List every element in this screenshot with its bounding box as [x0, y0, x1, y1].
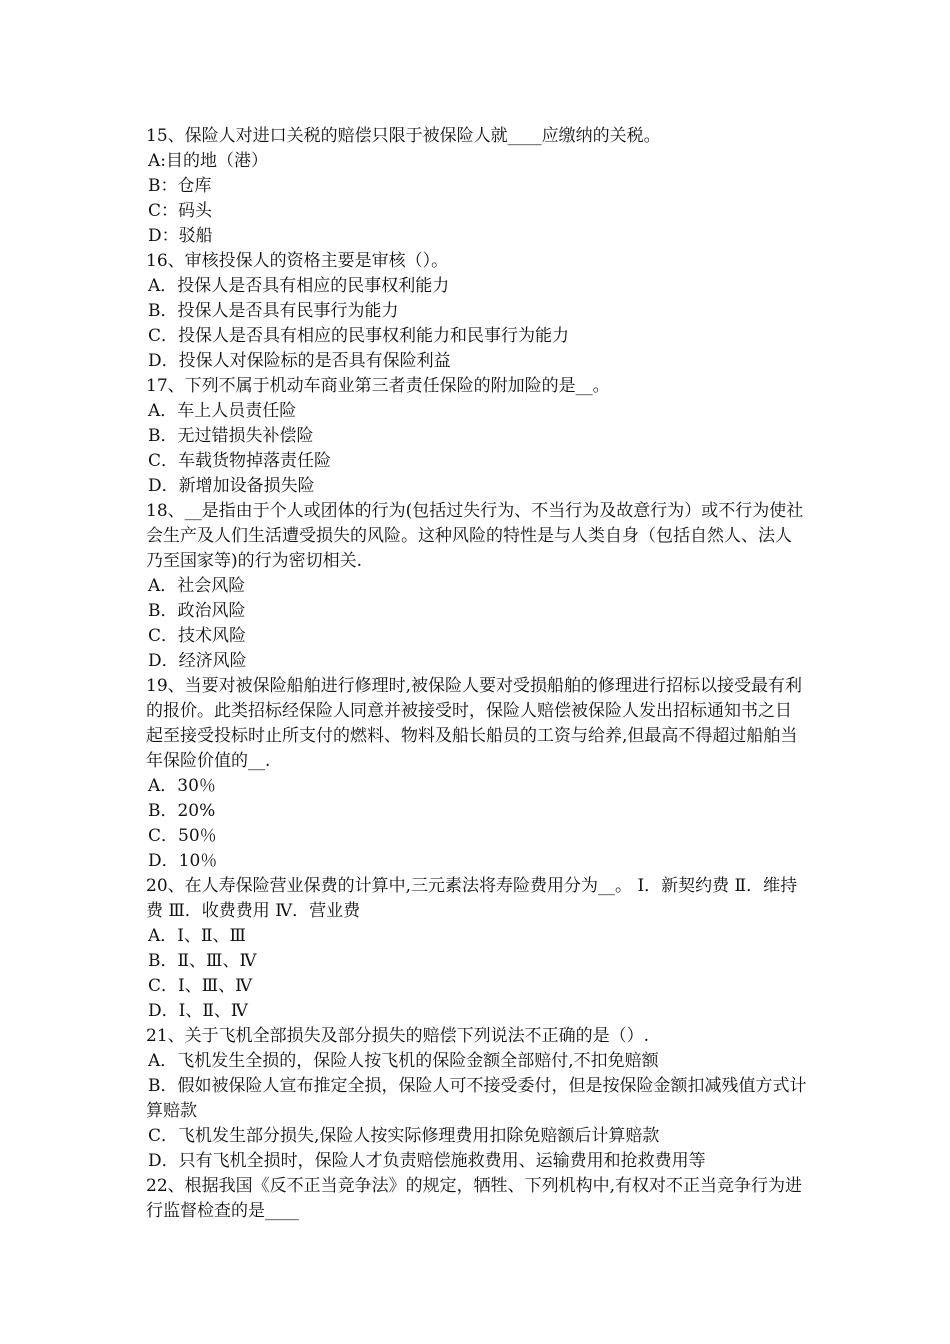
question-21	[146, 1024, 808, 1174]
option-d: D．10％	[148, 851, 218, 871]
option-a: A:目的地（港）	[148, 151, 269, 171]
question-18	[146, 499, 808, 674]
option-c: C．50％	[148, 826, 217, 846]
question-stem: 16、审核投保人的资格主要是审核（）。	[146, 251, 449, 271]
option-d: D．新增加设备损失险	[148, 476, 315, 496]
option-a: A．30％	[148, 776, 216, 796]
question-stem: 22、根据我国《反不正当竞争法》的规定，牺牲、下列机构中,有权对不正当竞争行为进行监督检查的是____	[146, 1176, 803, 1221]
question-stem: 18、__是指由于个人或团体的行为(包括过失行为、不当行为及故意行为）或不行为使社会生产及人们生活遭受损失的风险。这种风险的特性是与人类自身（包括自然人、法人乃至国家等)的行为密切相关.	[146, 501, 804, 571]
option-d: D．经济风险	[148, 651, 247, 671]
question-16	[146, 249, 808, 374]
option-b: B．Ⅱ、Ⅲ、Ⅳ	[148, 951, 257, 971]
option-b: B．20%	[148, 801, 216, 821]
option-b: B．投保人是否具有民事行为能力	[148, 301, 399, 321]
option-a: A．Ⅰ、Ⅱ、Ⅲ	[148, 926, 246, 946]
question-stem: 20、在人寿保险营业保费的计算中,三元素法将寿险费用分为__。 Ⅰ．新契约费 Ⅱ．维持费 Ⅲ．收费费用 Ⅳ．营业费	[146, 876, 798, 921]
option-c: C．车载货物掉落责任险	[148, 451, 332, 471]
question-15	[146, 124, 808, 249]
question-stem: 15、保险人对进口关税的赔偿只限于被保险人就____应缴纳的关税。	[146, 126, 661, 146]
option-b: B．假如被保险人宣布推定全损，保险人可不接受委付，但是按保险金额扣减残值方式计算赔款	[146, 1076, 807, 1121]
question-stem: 17、下列不属于机动车商业第三者责任保险的附加险的是__。	[146, 376, 610, 396]
question-19	[146, 674, 808, 874]
option-a: A．投保人是否具有相应的民事权利能力	[148, 276, 450, 296]
option-d: D．投保人对保险标的是否具有保险利益	[148, 351, 451, 371]
option-d: D．Ⅰ、Ⅱ、Ⅳ	[148, 1001, 248, 1021]
option-b: B：仓库	[148, 176, 212, 196]
question-stem: 21、关于飞机全部损失及部分损失的赔偿下列说法不正确的是（）.	[146, 1026, 650, 1046]
question-20	[146, 874, 808, 1024]
option-c: C．飞机发生部分损失,保险人按实际修理费用扣除免赔额后计算赔款	[148, 1126, 660, 1146]
option-c: C．Ⅰ、Ⅲ、Ⅳ	[148, 976, 253, 996]
question-17	[146, 374, 808, 499]
option-d: D．只有飞机全损时，保险人才负责赔偿施救费用、运输费用和抢救费用等	[148, 1151, 706, 1171]
question-list	[146, 124, 808, 1224]
option-a: A．飞机发生全损的，保险人按飞机的保险金额全部赔付,不扣免赔额	[148, 1051, 659, 1071]
option-c: C：码头	[148, 201, 213, 221]
option-b: B．政治风险	[148, 601, 246, 621]
option-c: C．投保人是否具有相应的民事权利能力和民事行为能力	[148, 326, 570, 346]
option-a: A．社会风险	[148, 576, 246, 596]
option-a: A．车上人员责任险	[148, 401, 297, 421]
question-22	[146, 1174, 808, 1224]
option-c: C．技术风险	[148, 626, 247, 646]
option-b: B．无过错损失补偿险	[148, 426, 314, 446]
option-d: D：驳船	[148, 226, 213, 246]
question-stem: 19、当要对被保险船舶进行修理时,被保险人要对受损船舶的修理进行招标以接受最有利的报价。此类招标经保险人同意并被接受时，保险人赔偿被保险人发出招标通知书之日起至接受投标时止所支付的燃料、物料及船长船员的工资与给养,但最高不得超过船舶当年保险价值的__.	[146, 676, 803, 771]
